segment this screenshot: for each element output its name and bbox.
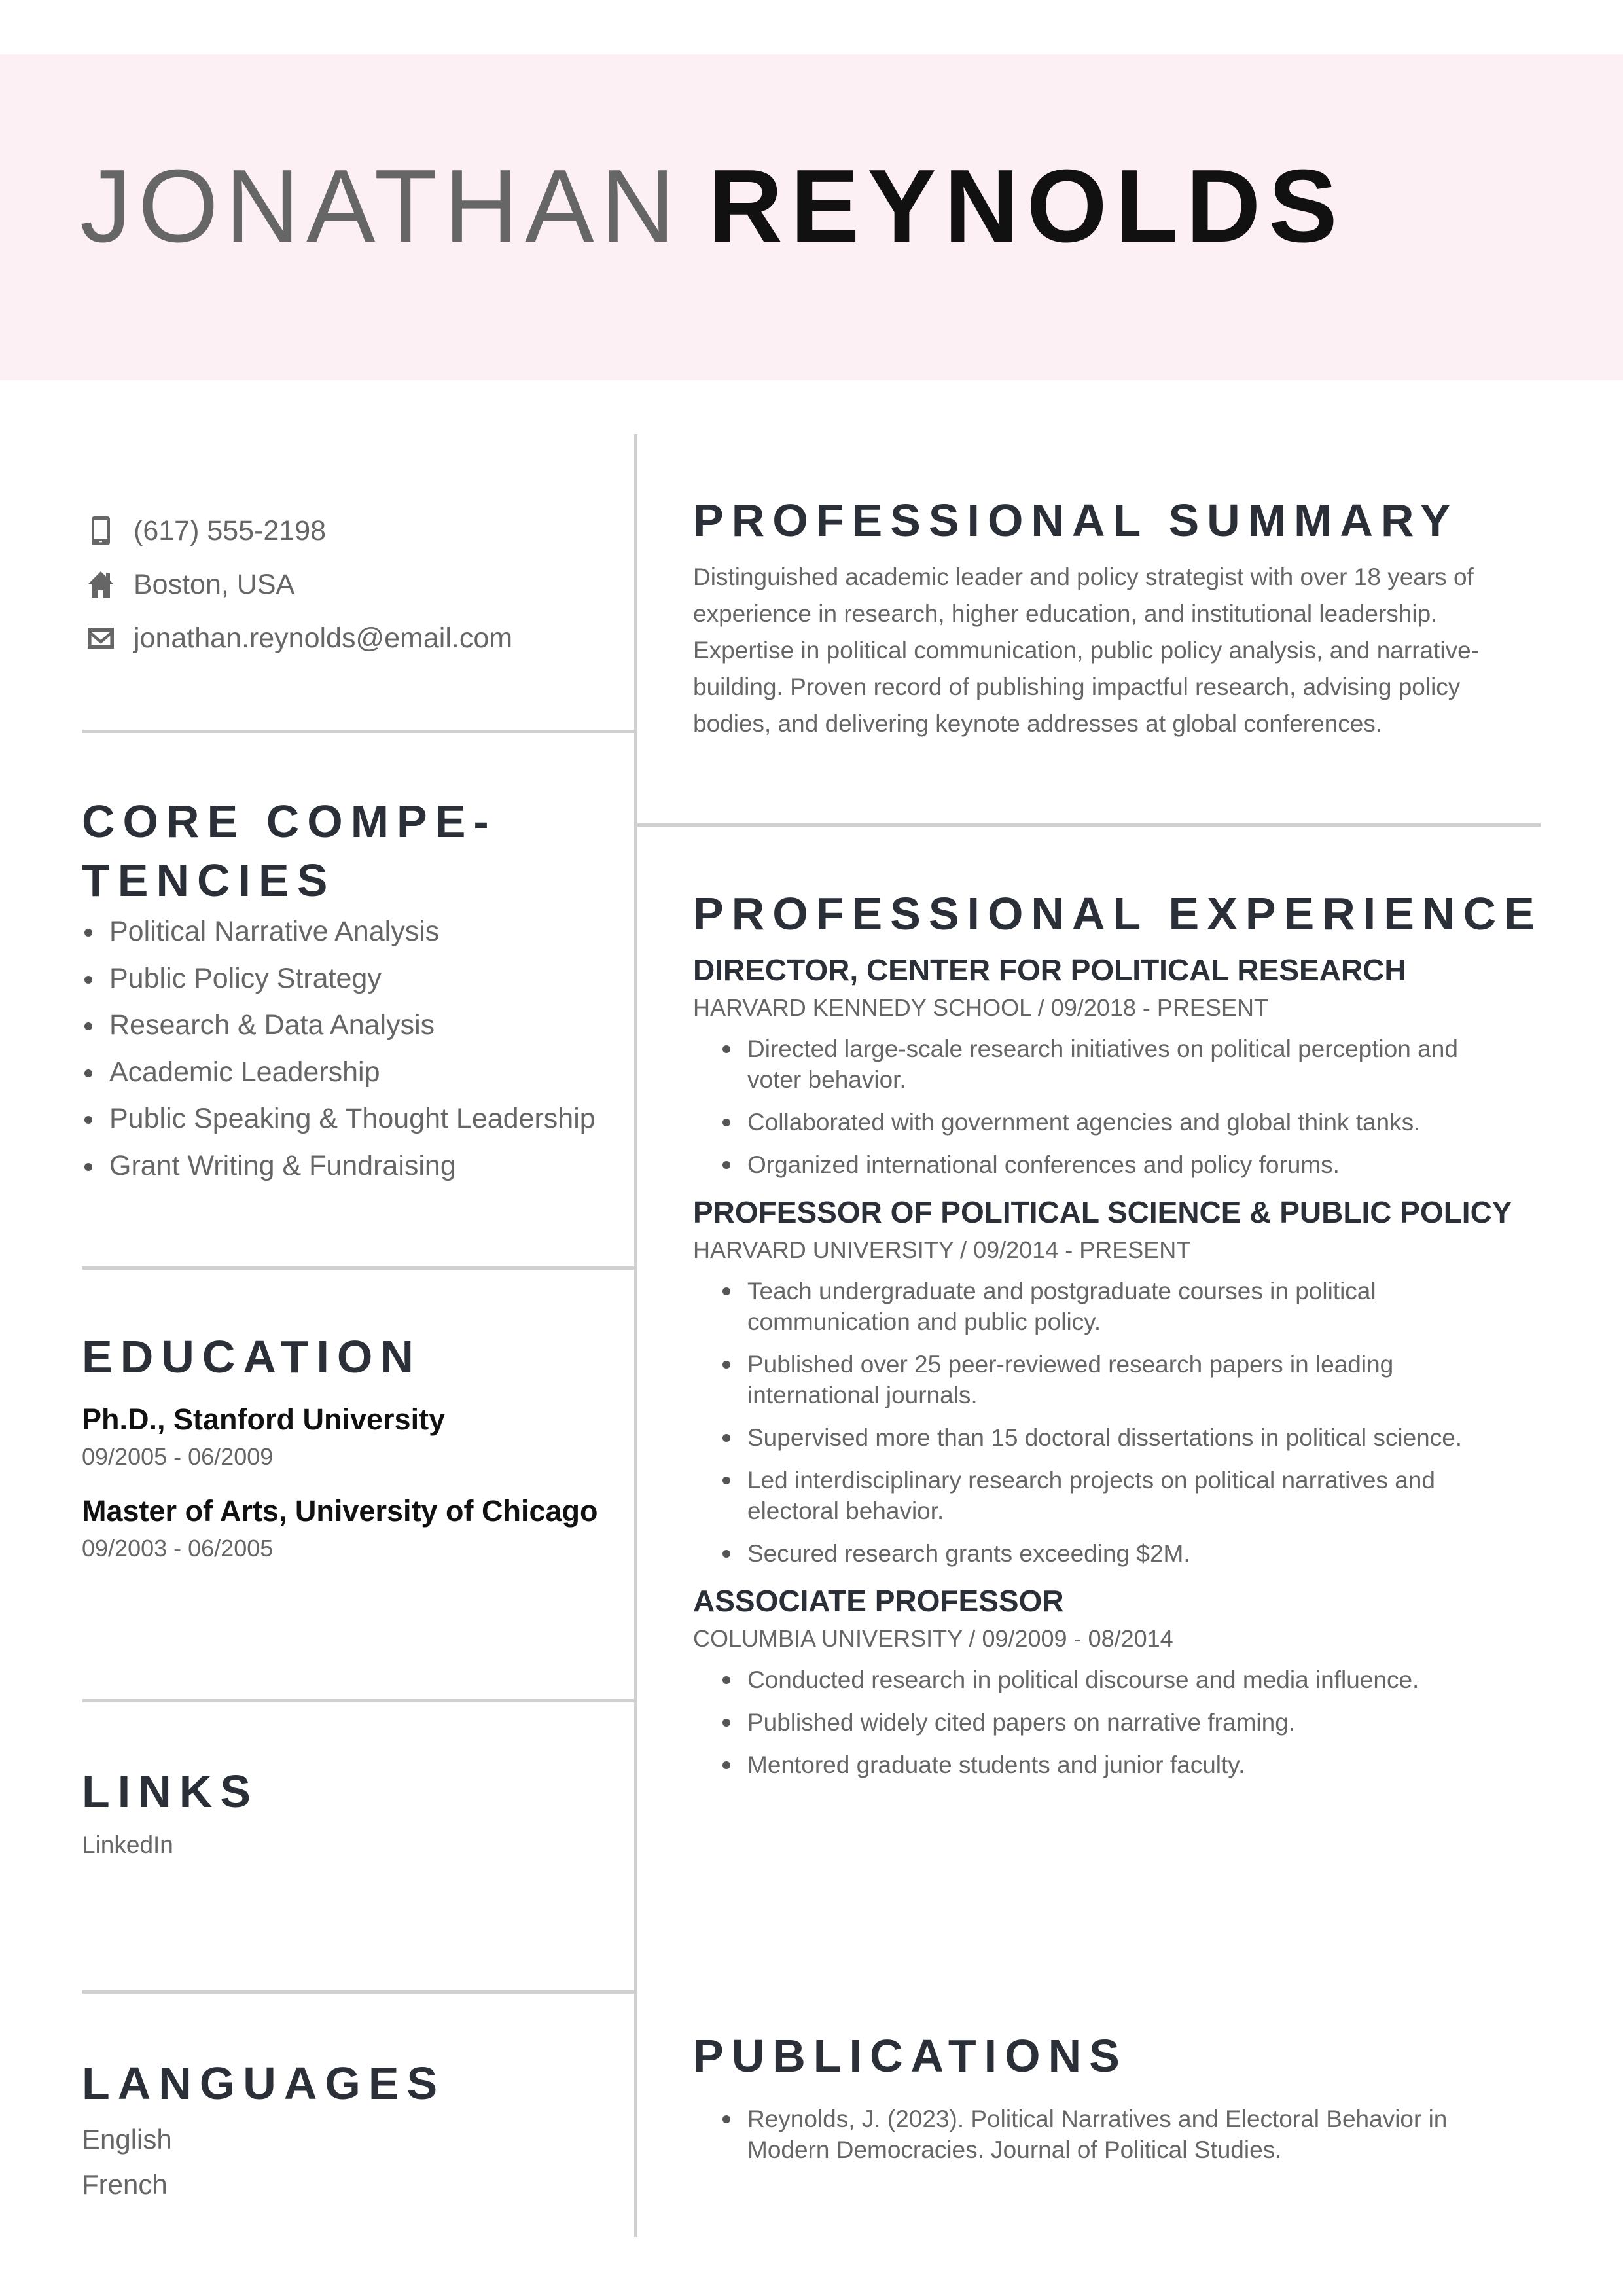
job-bullet: Mentored graduate students and junior faculty. <box>693 1749 1500 1780</box>
contact-phone <box>85 504 512 558</box>
job-entry <box>693 1192 1543 1569</box>
location-text: Boston, USA <box>134 568 295 600</box>
candidate-name <box>80 147 1346 265</box>
job-title: DIRECTOR, CENTER FOR POLITICAL RESEARCH <box>693 953 1406 987</box>
education-dates: 09/2005 - 06/2009 <box>82 1443 274 1470</box>
competency-item: Public Speaking & Thought Leadership <box>82 1096 596 1143</box>
publication-item: Reynolds, J. (2023). Political Narratives and Electoral Behavior in Modern Democracies. Journal of Political Studies. <box>693 2104 1500 2165</box>
phone-icon <box>85 515 116 547</box>
experience-heading: PROFESSIONAL EXPERIENCE <box>693 888 1543 939</box>
summary-heading: PROFESSIONAL SUMMARY <box>693 495 1459 546</box>
job-bullet: Led interdisciplinary research projects on political narratives and electoral behavior. <box>693 1465 1500 1526</box>
summary-text: Distinguished academic leader and policy strategist with over 18 years of experience in research, higher education, and institutional leadership. Expertise in political communication, public policy analysis, and narrative-building. Proven record of publishing impactful research, advising policy bodies, and delivering keynote addresses at global conferences. <box>693 564 1480 737</box>
job-title: PROFESSOR OF POLITICAL SCIENCE & PUBLIC POLICY <box>693 1195 1512 1229</box>
section-divider <box>82 730 636 733</box>
section-divider <box>82 1990 636 1994</box>
last-name: REYNOLDS <box>707 149 1346 264</box>
links-heading: LINKS <box>82 1766 259 1817</box>
education-degree: Master of Arts, University of Chicago <box>82 1494 598 1528</box>
competency-item: Research & Data Analysis <box>82 1002 596 1049</box>
experience-section <box>693 884 1543 1792</box>
education-section <box>82 1327 598 1584</box>
job-bullet: Teach undergraduate and postgraduate courses in political communication and public policy. <box>693 1276 1500 1337</box>
email-link[interactable]: jonathan.reynolds@email.com <box>134 622 513 654</box>
publications-section <box>693 2026 1500 2177</box>
education-degree: Ph.D., Stanford University <box>82 1403 446 1436</box>
competencies-heading: CORE COMPE- TENCIES <box>82 796 497 906</box>
contact-location <box>85 558 512 611</box>
column-divider <box>634 434 637 2237</box>
job-bullet: Collaborated with government agencies and global think tanks. <box>693 1107 1500 1138</box>
education-dates: 09/2003 - 06/2005 <box>82 1535 274 1562</box>
job-bullet: Organized international conferences and policy forums. <box>693 1149 1500 1180</box>
job-bullet: Conducted research in political discourse and media influence. <box>693 1664 1500 1695</box>
job-org-dates: HARVARD UNIVERSITY / 09/2014 - PRESENT <box>693 1236 1191 1263</box>
job-bullet: Published over 25 peer-reviewed research papers in leading international journals. <box>693 1349 1500 1410</box>
competencies-section <box>82 792 596 1189</box>
language-item: English <box>82 2124 172 2155</box>
job-bullet: Secured research grants exceeding $2M. <box>693 1538 1500 1569</box>
competency-item: Public Policy Strategy <box>82 956 596 1003</box>
education-heading: EDUCATION <box>82 1331 421 1382</box>
job-org-dates: HARVARD KENNEDY SCHOOL / 09/2018 - PRESENT <box>693 994 1268 1021</box>
first-name: JONATHAN <box>80 149 682 264</box>
publications-heading: PUBLICATIONS <box>693 2030 1128 2081</box>
competency-item: Grant Writing & Fundraising <box>82 1143 596 1190</box>
job-entry <box>693 950 1543 1180</box>
mail-icon <box>85 622 116 654</box>
languages-heading: LANGUAGES <box>82 2058 446 2109</box>
contact-section <box>85 504 512 665</box>
job-org-dates: COLUMBIA UNIVERSITY / 09/2009 - 08/2014 <box>693 1625 1173 1652</box>
job-bullet: Supervised more than 15 doctoral dissertations in political science. <box>693 1422 1500 1453</box>
section-divider <box>637 823 1541 827</box>
job-entry <box>693 1581 1543 1780</box>
summary-section <box>693 491 1544 742</box>
section-divider <box>82 1266 636 1270</box>
competency-item: Academic Leadership <box>82 1049 596 1096</box>
languages-section <box>82 2054 445 2207</box>
phone-text: (617) 555-2198 <box>134 514 327 547</box>
linkedin-link[interactable]: LinkedIn <box>82 1831 173 1858</box>
job-bullet: Published widely cited papers on narrative framing. <box>693 1707 1500 1738</box>
language-item: French <box>82 2169 168 2200</box>
job-title: ASSOCIATE PROFESSOR <box>693 1584 1064 1618</box>
section-divider <box>82 1699 636 1702</box>
contact-email[interactable] <box>85 611 512 665</box>
job-bullet: Directed large-scale research initiatives on political perception and voter behavior. <box>693 1033 1500 1095</box>
links-section <box>82 1762 259 1867</box>
competency-item: Political Narrative Analysis <box>82 908 596 956</box>
home-icon <box>85 569 116 600</box>
